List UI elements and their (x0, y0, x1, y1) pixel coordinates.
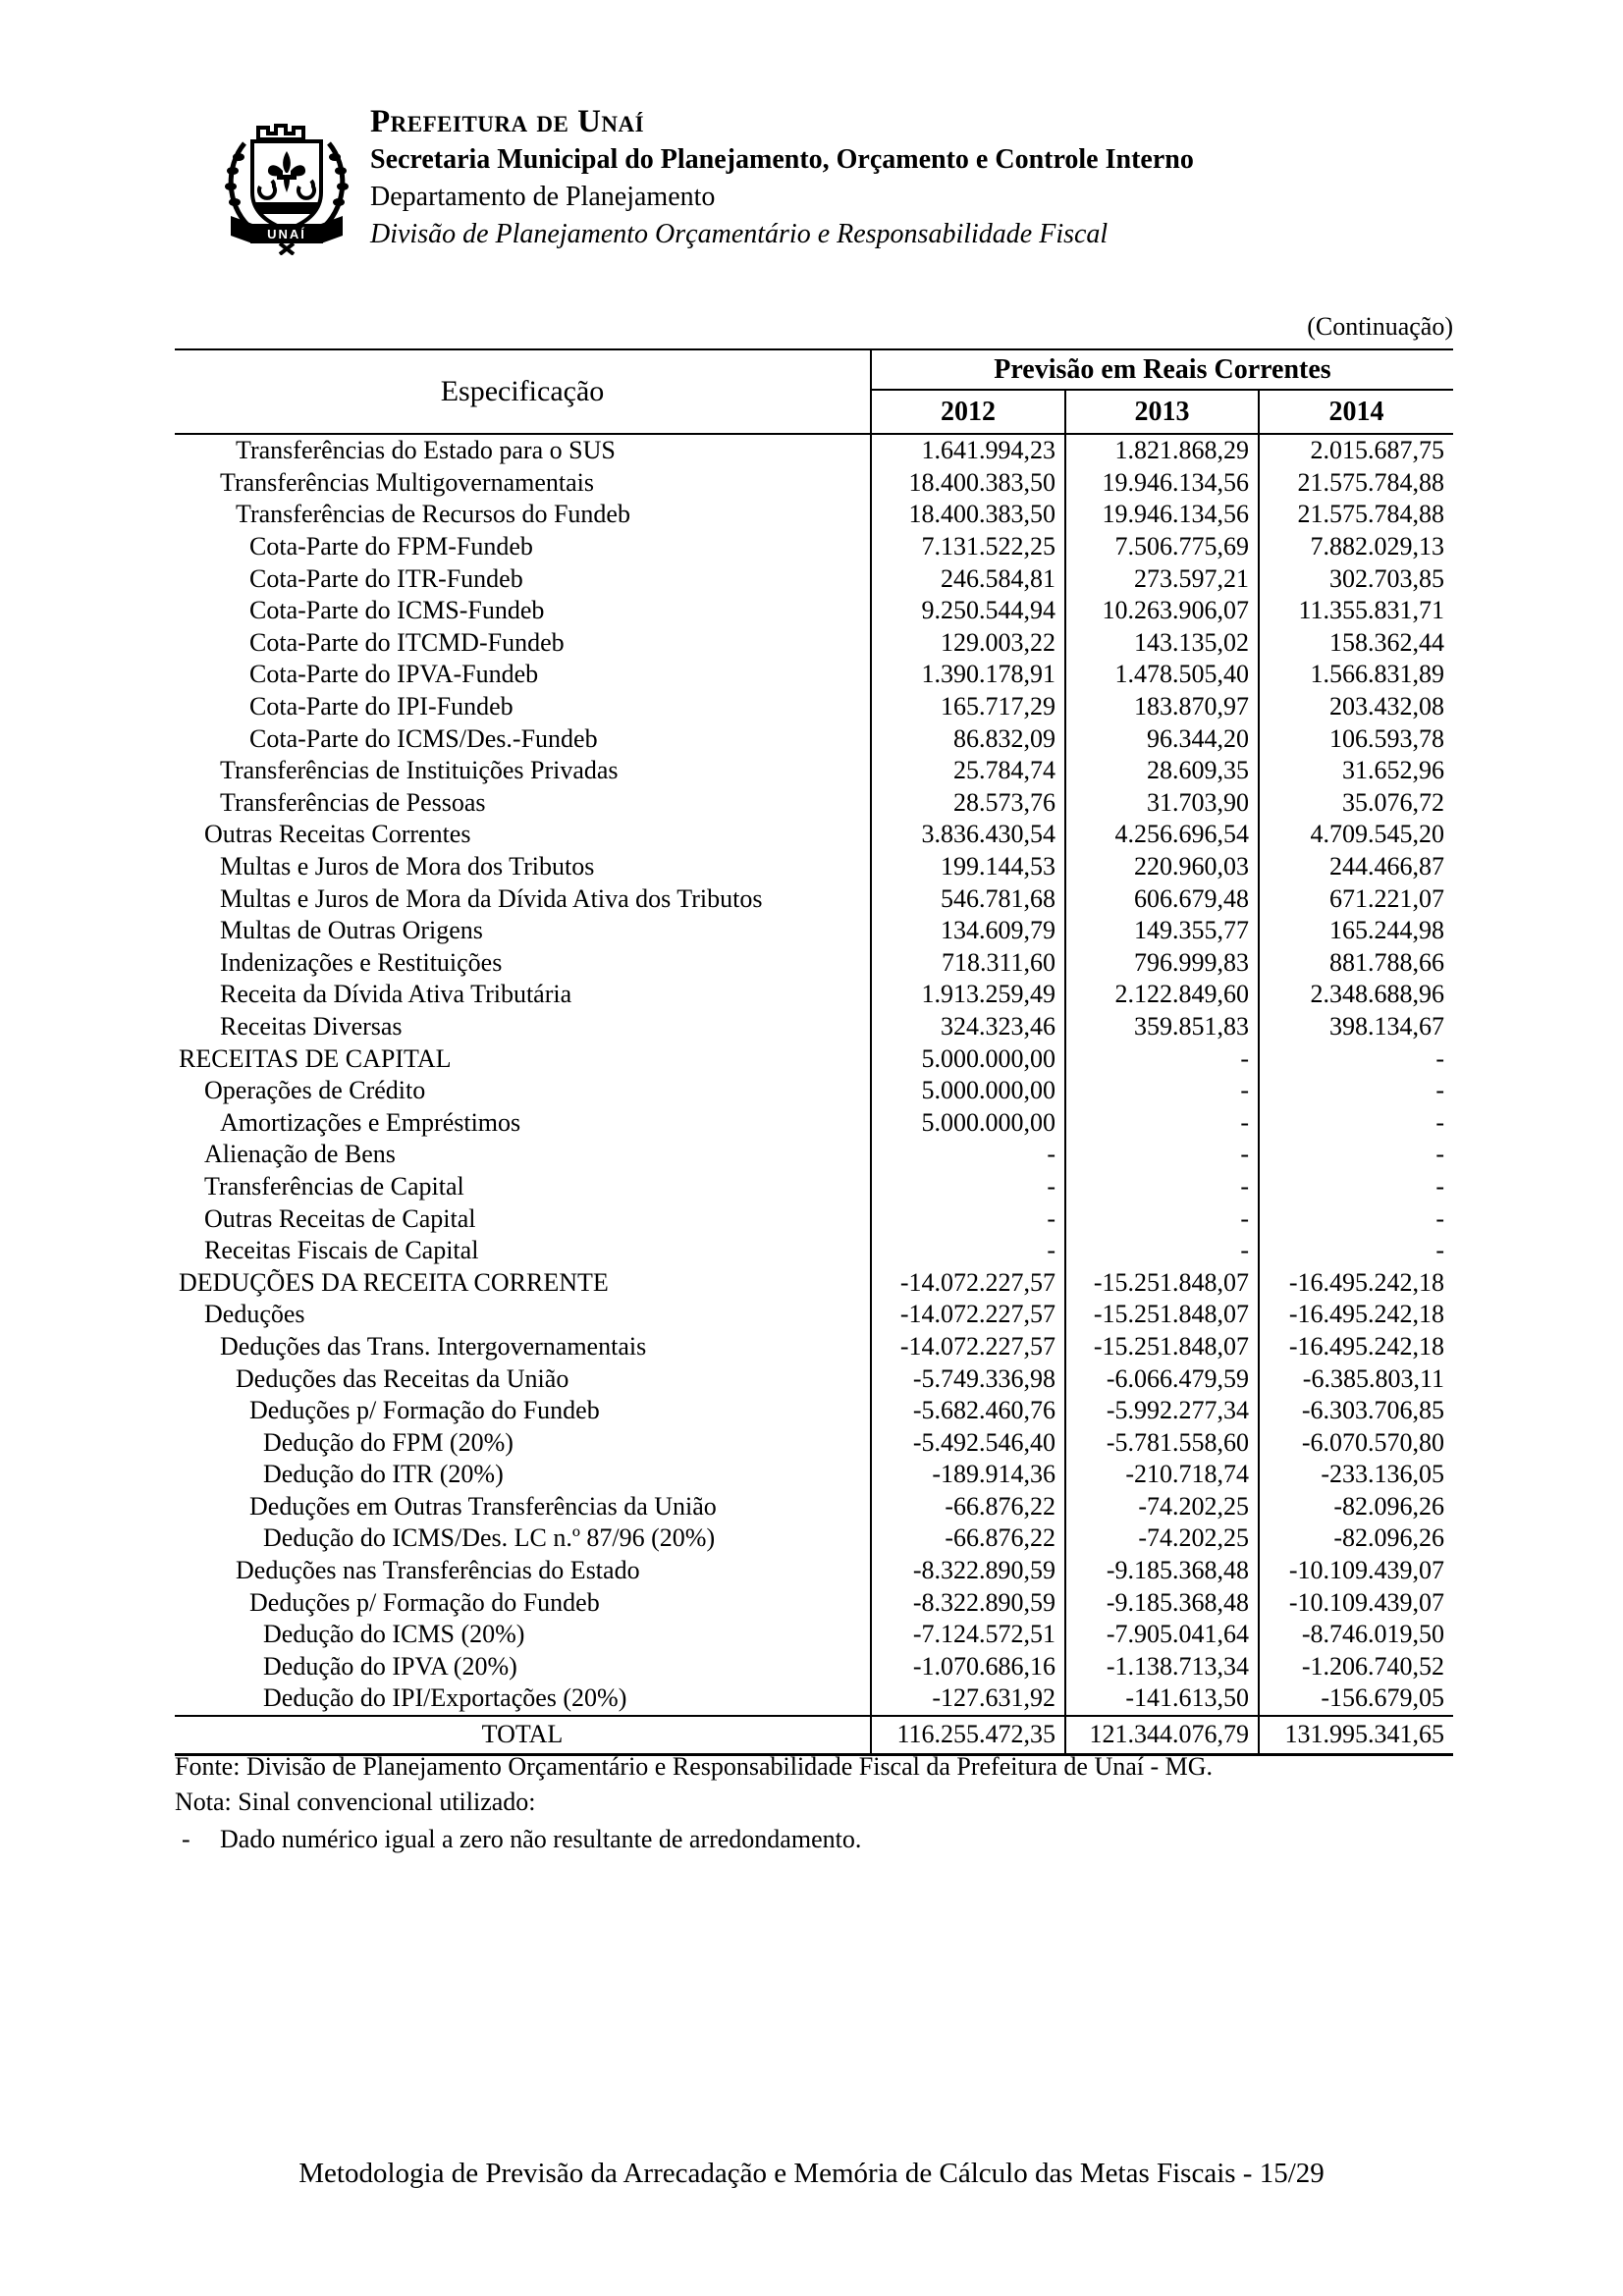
value-2014: -82.096,26 (1333, 1523, 1444, 1553)
value-2012: 1.641.994,23 (871, 434, 1065, 467)
letterhead (370, 102, 1194, 253)
value-2014: -16.495.242,18 (1288, 1267, 1444, 1297)
table-row (175, 1331, 1453, 1363)
value-2013: 1.821.868,29 (1065, 434, 1259, 467)
value-2012: -1.070.686,16 (871, 1651, 1065, 1683)
table-row (175, 1395, 1453, 1427)
continuation-label: (Continuação) (1307, 312, 1453, 341)
table-row (175, 595, 1453, 627)
source-note: Fonte: Divisão de Planejamento Orçamentário e Responsabilidade Fiscal da Prefeitura de Unaí - MG. (175, 1752, 1214, 1781)
value-2014: 35.076,72 (1342, 787, 1444, 817)
value-2012: 546.781,68 (871, 882, 1065, 915)
value-2012: 28.573,76 (871, 787, 1065, 820)
table-row (175, 819, 1453, 851)
table-row (175, 1522, 1453, 1555)
row-label: Transferências do Estado para o SUS (175, 434, 871, 467)
table-row (175, 947, 1453, 980)
table-row (175, 851, 1453, 883)
value-2013: -5.992.277,34 (1065, 1395, 1259, 1427)
value-2012: -189.914,36 (871, 1459, 1065, 1491)
table-row (175, 1075, 1453, 1107)
value-2012: 129.003,22 (871, 627, 1065, 660)
page-footer: Metodologia de Previsão da Arrecadação e Memória de Cálculo das Metas Fiscais - 15/29 (298, 2158, 1325, 2189)
mural-crown (258, 126, 303, 139)
value-2012: 199.144,53 (871, 851, 1065, 883)
value-2014: 2.348.688,96 (1310, 980, 1444, 1009)
value-2014: -10.109.439,07 (1288, 1587, 1444, 1617)
ribbon-text: UNAÍ (267, 227, 306, 241)
value-2012: -14.072.227,57 (871, 1266, 1065, 1299)
unai-coat-of-arms-logo (219, 110, 354, 255)
table-row (175, 1651, 1453, 1683)
table-row (175, 531, 1453, 563)
value-2013: 183.870,97 (1065, 691, 1259, 723)
value-2013: 31.703,90 (1065, 787, 1259, 820)
value-2013: - (1065, 1106, 1259, 1139)
value-2014: -16.495.242,18 (1288, 1331, 1444, 1361)
value-2014: - (1435, 1140, 1444, 1169)
column-header-year-2014: 2014 (1259, 390, 1453, 434)
row-label: Deduções das Receitas da União (175, 1362, 871, 1395)
value-2013: - (1065, 1042, 1259, 1075)
row-label: Deduções p/ Formação do Fundeb (175, 1395, 871, 1427)
value-2012: 116.255.472,35 (871, 1716, 1065, 1755)
value-2013: 19.946.134,56 (1065, 467, 1259, 500)
budget-table (175, 348, 1453, 1756)
value-2014: 398.134,67 (1329, 1011, 1444, 1041)
row-label: Outras Receitas de Capital (175, 1202, 871, 1235)
table-row (175, 499, 1453, 531)
value-2013: -1.138.713,34 (1065, 1651, 1259, 1683)
table-row (175, 1491, 1453, 1523)
value-2012: 86.832,09 (871, 722, 1065, 755)
value-2013: -210.718,74 (1065, 1459, 1259, 1491)
table-row (175, 1139, 1453, 1171)
row-label: Transferências de Capital (175, 1171, 871, 1203)
value-2013: 121.344.076,79 (1065, 1716, 1259, 1755)
value-2012: 3.836.430,54 (871, 819, 1065, 851)
value-2012: -5.682.460,76 (871, 1395, 1065, 1427)
row-label: Deduções p/ Formação do Fundeb (175, 1586, 871, 1619)
value-2014: - (1435, 1076, 1444, 1105)
row-label: Cota-Parte do FPM-Fundeb (175, 531, 871, 563)
row-label: Indenizações e Restituições (175, 947, 871, 980)
value-2014: -1.206.740,52 (1301, 1651, 1444, 1681)
column-group-header: Previsão em Reais Correntes (871, 349, 1453, 390)
value-2013: - (1065, 1139, 1259, 1171)
value-2014: 158.362,44 (1329, 627, 1444, 657)
value-2013: 10.263.906,07 (1065, 595, 1259, 627)
value-2014: 203.432,08 (1329, 692, 1444, 721)
value-2013: -6.066.479,59 (1065, 1362, 1259, 1395)
value-2013: 19.946.134,56 (1065, 499, 1259, 531)
value-2014: -6.385.803,11 (1302, 1363, 1444, 1393)
value-2013: -74.202,25 (1065, 1491, 1259, 1523)
value-2013: 606.679,48 (1065, 882, 1259, 915)
value-2013: - (1065, 1171, 1259, 1203)
value-2014: 881.788,66 (1329, 947, 1444, 977)
value-2012: 1.390.178,91 (871, 659, 1065, 691)
table-row (175, 1299, 1453, 1331)
value-2012: 718.311,60 (871, 947, 1065, 980)
table-row (175, 882, 1453, 915)
value-2013: -15.251.848,07 (1065, 1331, 1259, 1363)
column-header-especificacao: Especificação (175, 349, 871, 434)
value-2012: -127.631,92 (871, 1682, 1065, 1716)
value-2013: 96.344,20 (1065, 722, 1259, 755)
value-2014: - (1435, 1236, 1444, 1265)
value-2014: 31.652,96 (1342, 756, 1444, 785)
table-row (175, 722, 1453, 755)
value-2013: -15.251.848,07 (1065, 1266, 1259, 1299)
value-2013: 7.506.775,69 (1065, 531, 1259, 563)
value-2012: 9.250.544,94 (871, 595, 1065, 627)
value-2014: -6.070.570,80 (1301, 1427, 1444, 1457)
table-notes (175, 1749, 1453, 1857)
value-2013: 796.999,83 (1065, 947, 1259, 980)
value-2013: 359.851,83 (1065, 1011, 1259, 1043)
value-2012: 7.131.522,25 (871, 531, 1065, 563)
value-2013: - (1065, 1202, 1259, 1235)
org-secretaria: Secretaria Municipal do Planejamento, Orçamento e Controle Interno (370, 144, 1194, 175)
row-label: Receitas Diversas (175, 1011, 871, 1043)
table-row (175, 1682, 1453, 1716)
row-label: Deduções nas Transferências do Estado (175, 1555, 871, 1587)
value-2013: -15.251.848,07 (1065, 1299, 1259, 1331)
value-2012: 5.000.000,00 (871, 1042, 1065, 1075)
value-2014: 671.221,07 (1329, 883, 1444, 913)
value-2014: - (1435, 1203, 1444, 1233)
value-2013: 28.609,35 (1065, 755, 1259, 787)
table-row (175, 1619, 1453, 1651)
value-2014: 165.244,98 (1329, 916, 1444, 945)
table-row (175, 755, 1453, 787)
value-2012: - (871, 1139, 1065, 1171)
row-label: Transferências de Recursos do Fundeb (175, 499, 871, 531)
row-label: Dedução do FPM (20%) (175, 1426, 871, 1459)
row-label: Cota-Parte do ICMS-Fundeb (175, 595, 871, 627)
row-label: Deduções das Trans. Intergovernamentais (175, 1331, 871, 1363)
row-label: Transferências Multigovernamentais (175, 467, 871, 500)
nota-label: Nota: Sinal convencional utilizado: (175, 1788, 536, 1816)
value-2014: 2.015.687,75 (1310, 436, 1444, 465)
row-label: Cota-Parte do ITCMD-Fundeb (175, 627, 871, 660)
value-2013: - (1065, 1075, 1259, 1107)
value-2014: -16.495.242,18 (1288, 1300, 1444, 1329)
value-2013: 4.256.696,54 (1065, 819, 1259, 851)
table-row (175, 434, 1453, 467)
table-row (175, 691, 1453, 723)
value-2012: - (871, 1171, 1065, 1203)
column-header-year-2012: 2012 (871, 390, 1065, 434)
org-name: Prefeitura de Unaí (370, 104, 645, 139)
legend-dash-marker: - (182, 1825, 190, 1853)
value-2012: -66.876,22 (871, 1522, 1065, 1555)
value-2012: 246.584,81 (871, 562, 1065, 595)
row-label: Transferências de Pessoas (175, 787, 871, 820)
value-2012: 134.609,79 (871, 915, 1065, 947)
value-2014: 21.575.784,88 (1297, 500, 1444, 529)
value-2012: 165.717,29 (871, 691, 1065, 723)
value-2013: 143.135,02 (1065, 627, 1259, 660)
value-2014: -10.109.439,07 (1288, 1556, 1444, 1585)
row-label: Outras Receitas Correntes (175, 819, 871, 851)
value-2014: - (1435, 1107, 1444, 1137)
table-row (175, 1011, 1453, 1043)
value-2012: 25.784,74 (871, 755, 1065, 787)
value-2013: - (1065, 1235, 1259, 1267)
value-2012: -5.749.336,98 (871, 1362, 1065, 1395)
value-2012: 324.323,46 (871, 1011, 1065, 1043)
value-2014: -233.136,05 (1321, 1460, 1444, 1489)
value-2014: 21.575.784,88 (1297, 467, 1444, 497)
table-row (175, 1106, 1453, 1139)
org-divisao: Divisão de Planejamento Orçamentário e Responsabilidade Fiscal (370, 219, 1109, 249)
value-2014: -8.746.019,50 (1301, 1620, 1444, 1649)
value-2012: 5.000.000,00 (871, 1075, 1065, 1107)
row-label: Cota-Parte do IPVA-Fundeb (175, 659, 871, 691)
value-2014: -82.096,26 (1333, 1491, 1444, 1521)
value-2014: 244.466,87 (1329, 852, 1444, 881)
value-2013: 2.122.849,60 (1065, 979, 1259, 1011)
value-2014: - (1435, 1043, 1444, 1073)
value-2014: 1.566.831,89 (1310, 660, 1444, 689)
table-row (175, 787, 1453, 820)
row-label: Dedução do ITR (20%) (175, 1459, 871, 1491)
row-label: Deduções (175, 1299, 871, 1331)
value-2013: 149.355,77 (1065, 915, 1259, 947)
row-label: Dedução do IPVA (20%) (175, 1651, 871, 1683)
table-row (175, 1555, 1453, 1587)
row-label: Receita da Dívida Ativa Tributária (175, 979, 871, 1011)
value-2013: -9.185.368,48 (1065, 1555, 1259, 1587)
value-2013: -9.185.368,48 (1065, 1586, 1259, 1619)
value-2014: - (1435, 1171, 1444, 1201)
value-2012: 5.000.000,00 (871, 1106, 1065, 1139)
table-row (175, 1426, 1453, 1459)
legend-dash-text: Dado numérico igual a zero não resultante de arredondamento. (220, 1825, 862, 1853)
value-2014: 131.995.341,65 (1259, 1716, 1453, 1755)
row-label: Receitas Fiscais de Capital (175, 1235, 871, 1267)
value-2013: -141.613,50 (1065, 1682, 1259, 1716)
table-row (175, 1459, 1453, 1491)
value-2013: -5.781.558,60 (1065, 1426, 1259, 1459)
row-label: Deduções em Outras Transferências da União (175, 1491, 871, 1523)
legend-dash-item (175, 1822, 1453, 1857)
value-2012: - (871, 1235, 1065, 1267)
row-label: Amortizações e Empréstimos (175, 1106, 871, 1139)
value-2014: 7.882.029,13 (1310, 532, 1444, 561)
table-row (175, 1362, 1453, 1395)
table-row (175, 1586, 1453, 1619)
row-label: Dedução do ICMS/Des. LC n.º 87/96 (20%) (175, 1522, 871, 1555)
value-2012: 18.400.383,50 (871, 499, 1065, 531)
value-2013: 273.597,21 (1065, 562, 1259, 595)
table-row (175, 562, 1453, 595)
value-2012: -5.492.546,40 (871, 1426, 1065, 1459)
value-2012: 1.913.259,49 (871, 979, 1065, 1011)
table-row (175, 915, 1453, 947)
value-2014: 302.703,85 (1329, 563, 1444, 593)
value-2013: -7.905.041,64 (1065, 1619, 1259, 1651)
row-label: Transferências de Instituições Privadas (175, 755, 871, 787)
value-2013: 220.960,03 (1065, 851, 1259, 883)
column-header-year-2013: 2013 (1065, 390, 1259, 434)
row-label: Multas de Outras Origens (175, 915, 871, 947)
total-label: TOTAL (175, 1716, 871, 1755)
table-row (175, 1235, 1453, 1267)
value-2014: 4.709.545,20 (1310, 820, 1444, 849)
table-row (175, 1266, 1453, 1299)
value-2012: -14.072.227,57 (871, 1299, 1065, 1331)
value-2014: -156.679,05 (1321, 1683, 1444, 1713)
row-label: Dedução do IPI/Exportações (20%) (175, 1682, 871, 1716)
value-2012: 18.400.383,50 (871, 467, 1065, 500)
row-label: Multas e Juros de Mora da Dívida Ativa dos Tributos (175, 882, 871, 915)
row-label: Operações de Crédito (175, 1075, 871, 1107)
value-2012: -7.124.572,51 (871, 1619, 1065, 1651)
value-2012: -14.072.227,57 (871, 1331, 1065, 1363)
table-row (175, 1042, 1453, 1075)
row-label: Alienação de Bens (175, 1139, 871, 1171)
value-2013: -74.202,25 (1065, 1522, 1259, 1555)
row-label: Cota-Parte do ICMS/Des.-Fundeb (175, 722, 871, 755)
row-label: Cota-Parte do ITR-Fundeb (175, 562, 871, 595)
value-2014: 106.593,78 (1329, 723, 1444, 753)
row-label: Multas e Juros de Mora dos Tributos (175, 851, 871, 883)
table-row (175, 627, 1453, 660)
table-row (175, 1202, 1453, 1235)
table-row (175, 467, 1453, 500)
row-label: DEDUÇÕES DA RECEITA CORRENTE (175, 1266, 871, 1299)
row-label: Dedução do ICMS (20%) (175, 1619, 871, 1651)
value-2012: - (871, 1202, 1065, 1235)
table-row (175, 979, 1453, 1011)
value-2012: -8.322.890,59 (871, 1586, 1065, 1619)
table-row (175, 659, 1453, 691)
value-2012: -66.876,22 (871, 1491, 1065, 1523)
value-2014: -6.303.706,85 (1301, 1396, 1444, 1425)
org-departamento: Departamento de Planejamento (370, 182, 716, 212)
value-2014: 11.355.831,71 (1298, 596, 1444, 625)
value-2012: -8.322.890,59 (871, 1555, 1065, 1587)
value-2013: 1.478.505,40 (1065, 659, 1259, 691)
table-row (175, 1171, 1453, 1203)
row-label: RECEITAS DE CAPITAL (175, 1042, 871, 1075)
row-label: Cota-Parte do IPI-Fundeb (175, 691, 871, 723)
